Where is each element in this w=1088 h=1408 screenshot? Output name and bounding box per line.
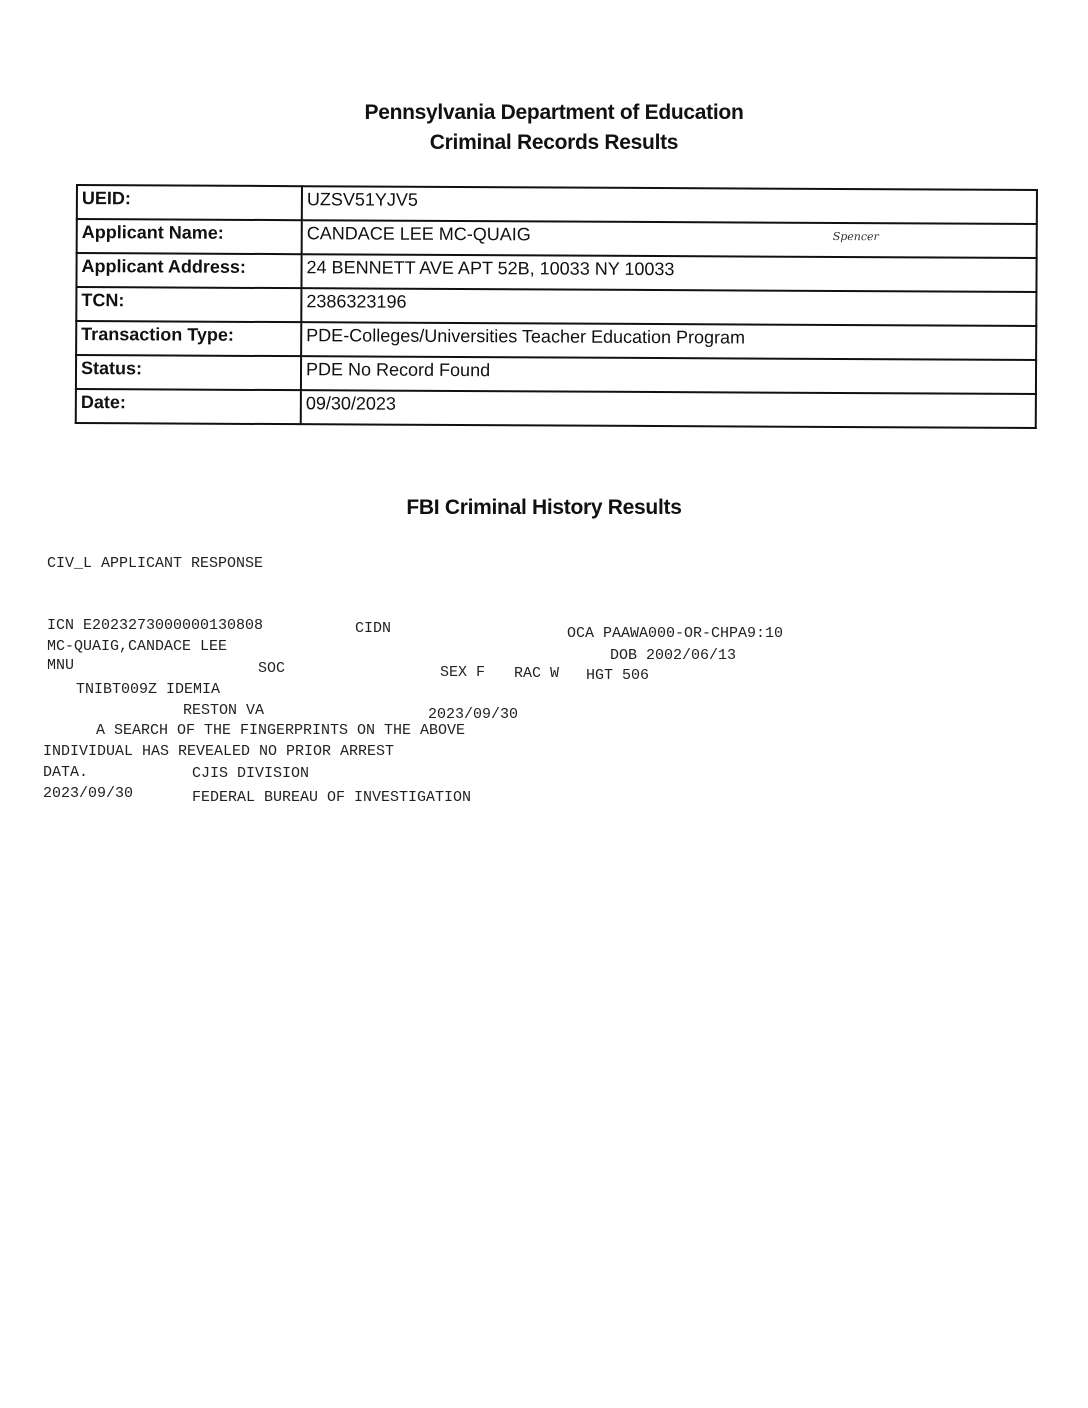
- row-label: Status:: [76, 355, 301, 390]
- row-value: 09/30/2023: [301, 390, 1036, 428]
- height-field: HGT 506: [586, 667, 650, 684]
- handwritten-note: Spencer: [832, 229, 879, 244]
- row-value: CANDACE LEE MC-QUAIG: [306, 223, 531, 245]
- footer-date: 2023/09/30: [43, 785, 134, 802]
- row-label: Date:: [76, 389, 301, 424]
- result-line-3: DATA.: [43, 764, 89, 781]
- sex-field: SEX F: [440, 664, 486, 681]
- row-label: Transaction Type:: [76, 321, 301, 356]
- date-of-birth: DOB 2002/06/13: [610, 647, 737, 664]
- table-row: [76, 389, 1036, 428]
- row-label: Applicant Name:: [77, 219, 302, 254]
- row-label: Applicant Address:: [76, 253, 301, 288]
- search-date: 2023/09/30: [428, 706, 519, 723]
- row-value: UZSV51YJV5: [302, 186, 1037, 224]
- row-label: TCN:: [76, 287, 301, 322]
- results-title: Criminal Records Results: [429, 131, 679, 154]
- result-line-2: INDIVIDUAL HAS REVEALED NO PRIOR ARREST: [43, 743, 395, 760]
- row-label: UEID:: [77, 185, 302, 220]
- agency-line: TNIBT009Z IDEMIA: [76, 681, 221, 698]
- result-line-1: A SEARCH OF THE FINGERPRINTS ON THE ABOVE: [96, 722, 466, 739]
- criminal-records-table: [75, 184, 1038, 429]
- mnu-label: MNU: [47, 657, 75, 674]
- response-header: CIV_L APPLICANT RESPONSE: [47, 555, 264, 572]
- department-title: Pennsylvania Department of Education: [364, 101, 744, 124]
- race-field: RAC W: [514, 665, 560, 682]
- location-line: RESTON VA: [183, 702, 265, 719]
- row-value: PDE-Colleges/Universities Teacher Education Program: [301, 322, 1036, 360]
- table-row: [76, 287, 1036, 326]
- row-value-cell: [302, 220, 1037, 258]
- oca-number: OCA PAAWA000-OR-CHPA9:10: [567, 625, 784, 642]
- table-row: [77, 219, 1037, 258]
- row-value: PDE No Record Found: [301, 356, 1036, 394]
- subject-name: MC-QUAIG,CANDACE LEE: [47, 638, 228, 655]
- division-line: CJIS DIVISION: [192, 765, 310, 782]
- row-value: 2386323196: [301, 288, 1036, 326]
- icn-number: ICN E2023273000000130808: [47, 617, 264, 634]
- cidn-label: CIDN: [355, 620, 392, 637]
- fbi-section-title: FBI Criminal History Results: [406, 496, 682, 519]
- bureau-name: FEDERAL BUREAU OF INVESTIGATION: [192, 789, 472, 806]
- row-value: 24 BENNETT AVE APT 52B, 10033 NY 10033: [301, 254, 1036, 292]
- table-row: [77, 185, 1037, 224]
- soc-label: SOC: [258, 660, 286, 677]
- table-row: [76, 253, 1036, 292]
- table-row: [76, 355, 1036, 394]
- table-row: [76, 321, 1036, 360]
